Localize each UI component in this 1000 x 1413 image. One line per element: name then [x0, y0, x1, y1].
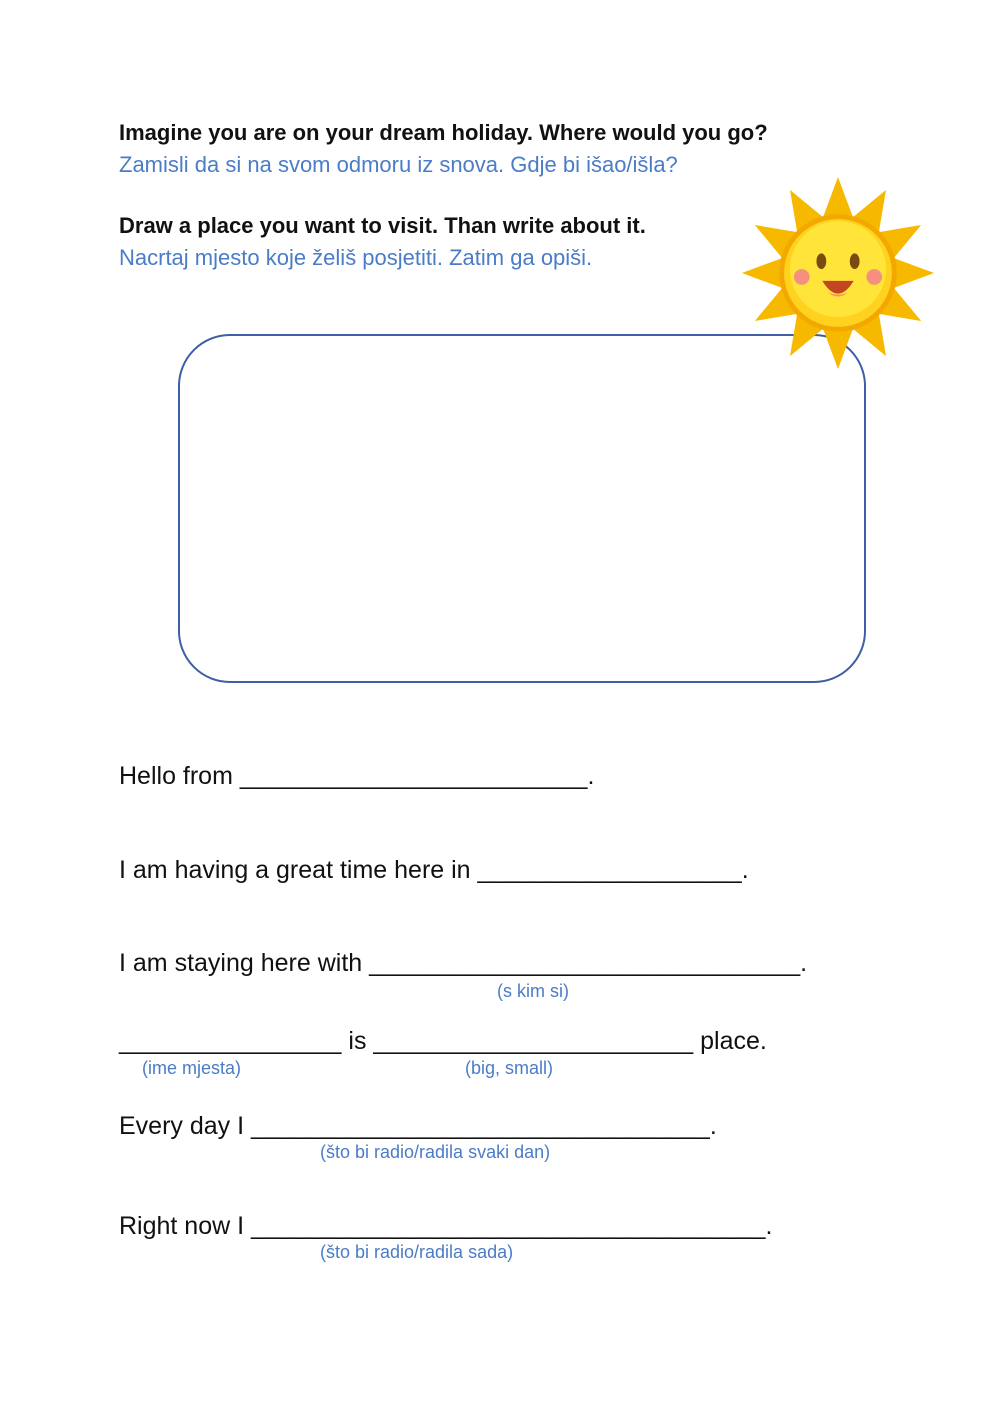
hint-big-small: (big, small) — [465, 1058, 554, 1078]
smiling-sun-icon — [740, 175, 936, 371]
hint-every-day: (što bi radio/radila svaki dan) — [320, 1142, 551, 1162]
instruction-1-croatian: Zamisli da si na svom odmoru iz snova. Gdje bi išao/išla? — [119, 152, 678, 177]
hint-with-whom: (s kim si) — [497, 981, 569, 1001]
sentence-right-now: Right now I _____________________________________. — [119, 1212, 773, 1240]
sentence-every-day: Every day I _________________________________. — [119, 1112, 717, 1140]
hint-place-name: (ime mjesta) — [142, 1058, 242, 1078]
sentence-place-is: ________________ is _______________________ place. — [119, 1027, 767, 1055]
sentence-hello-from: Hello from _________________________. — [119, 762, 595, 790]
instruction-2-english: Draw a place you want to visit. Than write about it. — [119, 213, 646, 238]
instruction-2-croatian: Nacrtaj mjesto koje želiš posjetiti. Zatim ga opiši. — [119, 245, 593, 270]
sentence-staying-with: I am staying here with _______________________________. — [119, 949, 808, 977]
instruction-1-english: Imagine you are on your dream holiday. Where would you go? — [119, 120, 768, 145]
drawing-area[interactable] — [178, 334, 866, 683]
hint-right-now: (što bi radio/radila sada) — [320, 1242, 514, 1262]
sentence-great-time: I am having a great time here in ___________________. — [119, 856, 749, 884]
